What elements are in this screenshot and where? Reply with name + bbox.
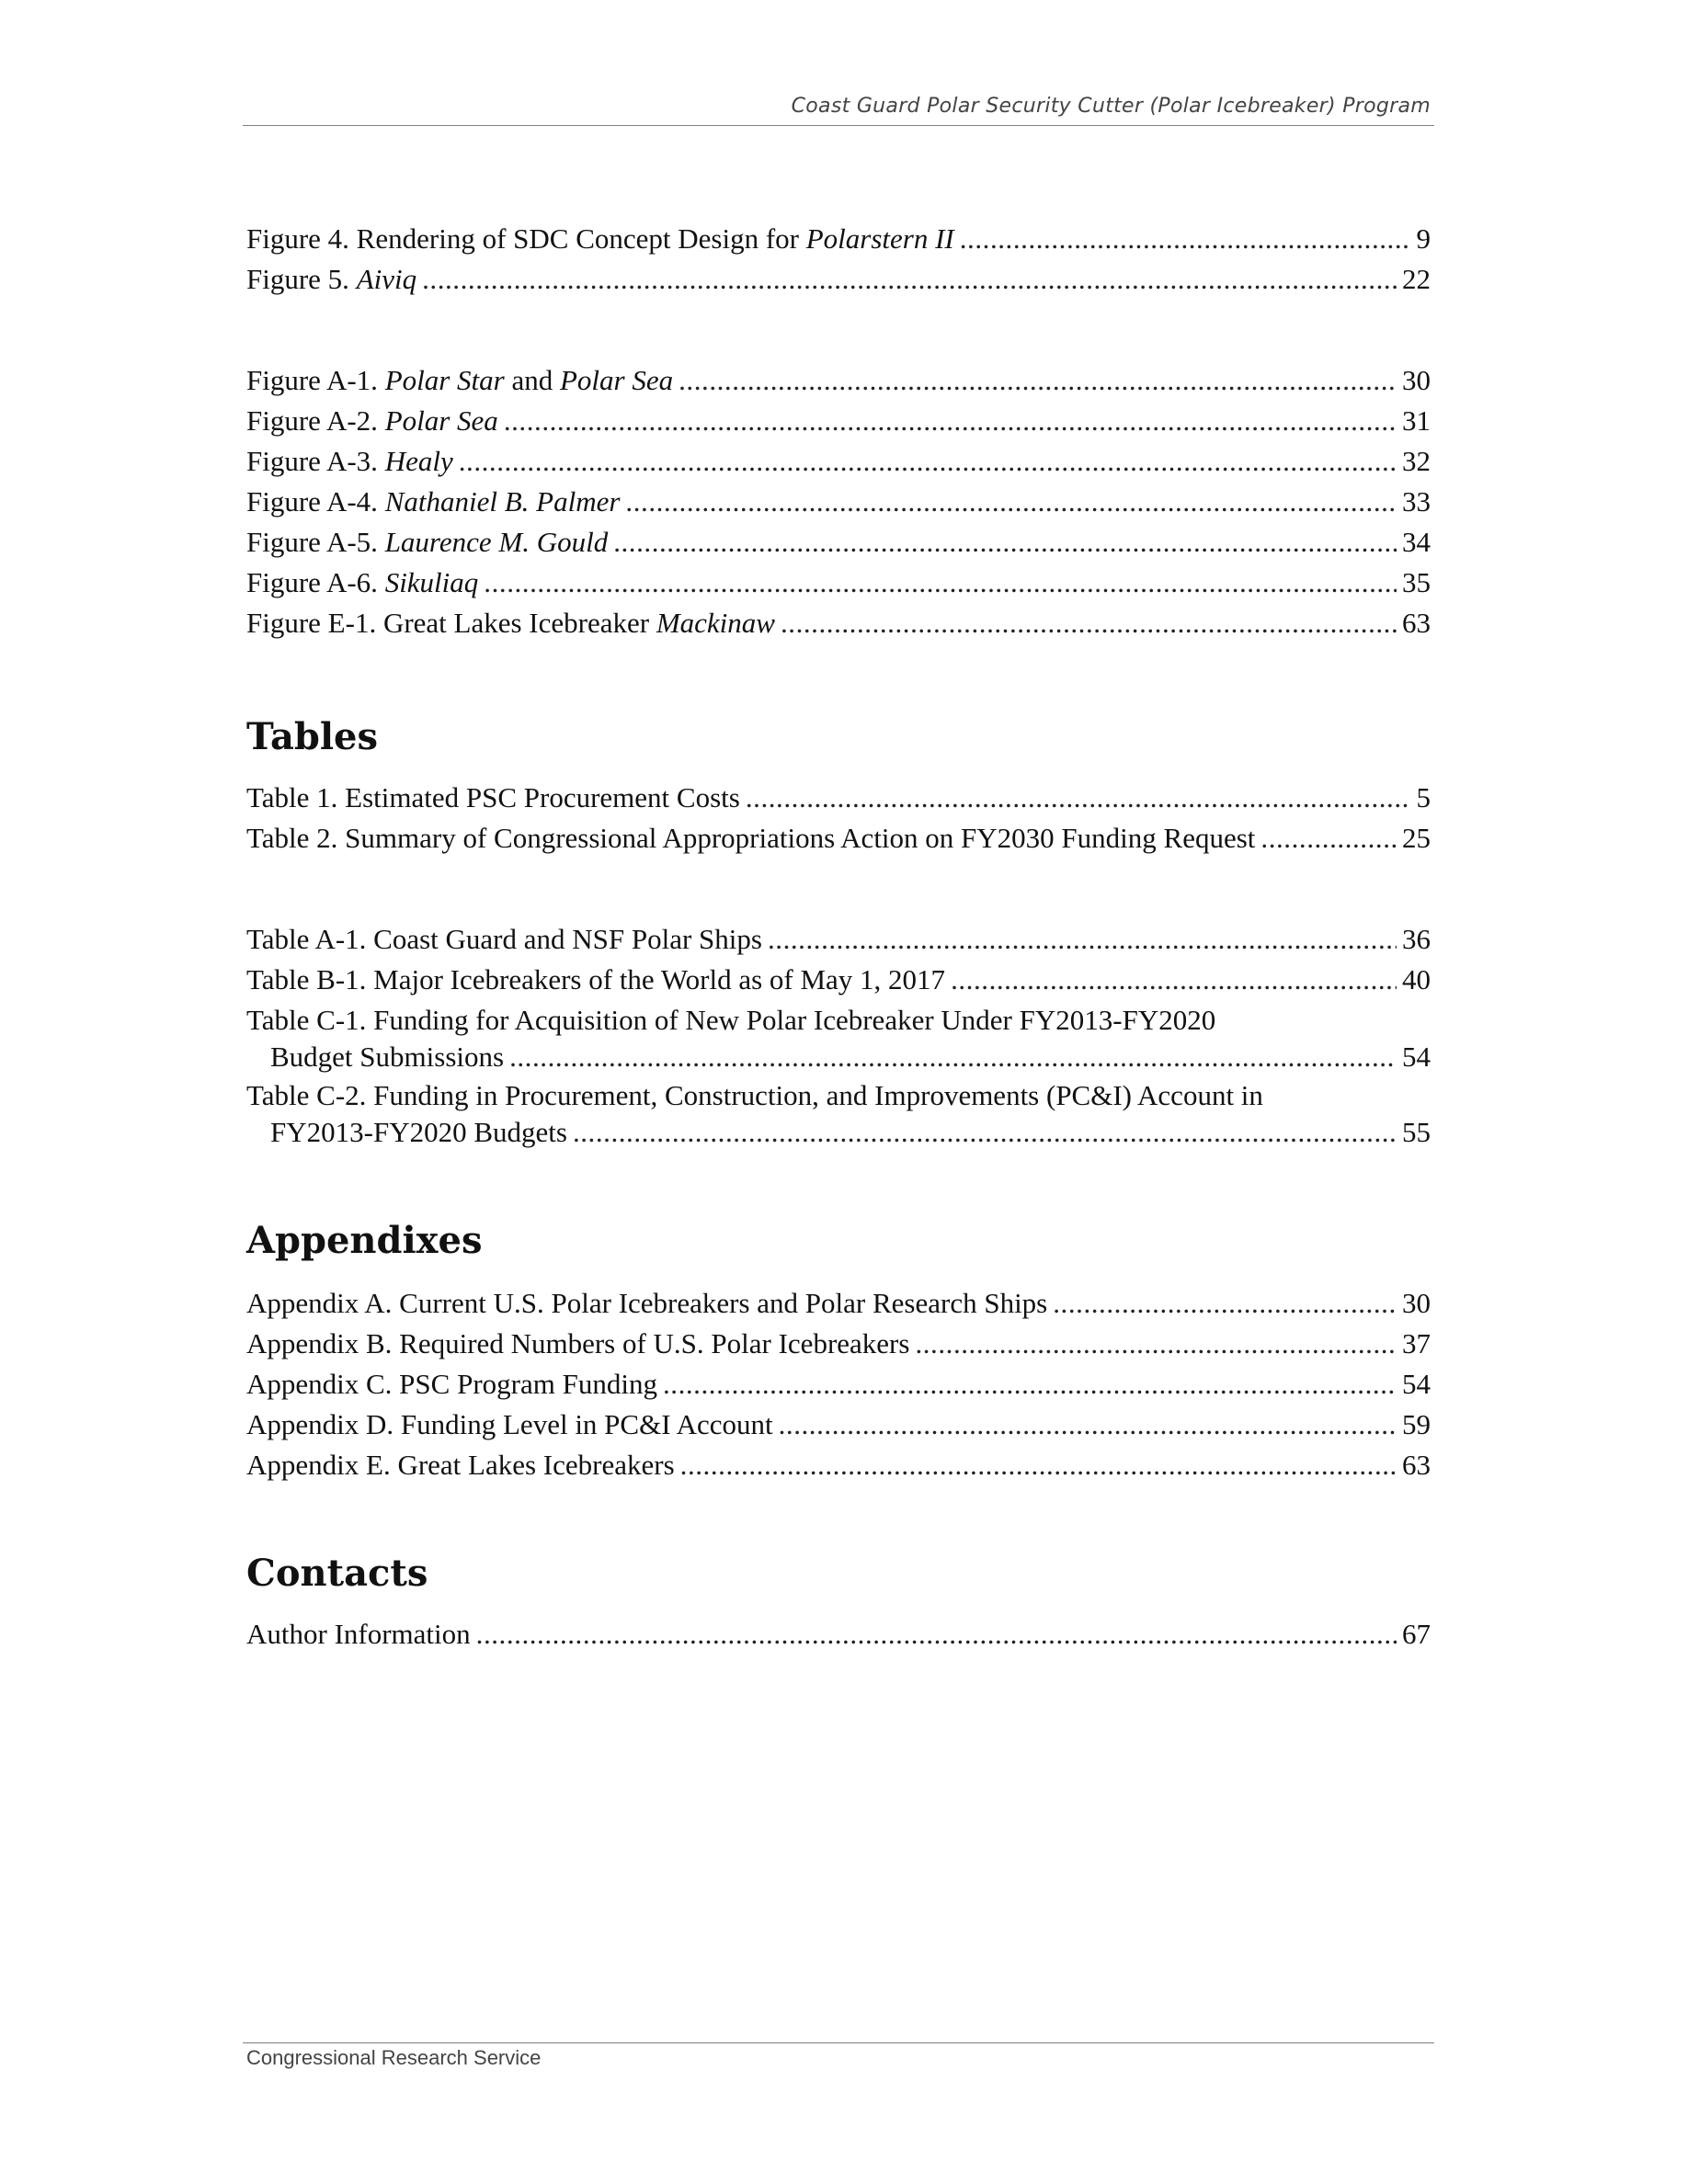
dot-leader [915,1325,1397,1362]
toc-entry-text: Table B-1. Major Icebreakers of the World as of May 1, 2017 [246,963,946,995]
toc-entry-text: Figure A-5. [246,526,385,558]
toc-entry-figure-a5[interactable] [246,524,1431,561]
dot-leader [484,564,1397,601]
running-footer: Congressional Research Service [246,2046,542,2069]
dot-leader [680,1447,1397,1484]
dot-leader [1260,820,1397,857]
dot-leader [625,483,1397,520]
dot-leader [573,1114,1397,1151]
toc-page-number: 54 [1402,1041,1431,1073]
toc-entry-figure-e1[interactable] [246,605,1431,642]
toc-entry-appendix-d[interactable] [246,1406,1431,1443]
toc-entry-italic: Polar Sea [384,404,498,437]
toc-page-number: 31 [1402,404,1431,437]
toc-page-number: 59 [1402,1408,1431,1440]
toc-entry-text: Table A-1. Coast Guard and NSF Polar Ships [246,923,762,955]
toc-entry-italic: Polarstern II [805,222,954,255]
toc-page-number: 32 [1402,445,1431,477]
header-rule [243,125,1434,126]
toc-page-number: 30 [1402,364,1431,396]
toc-page-number: 34 [1402,526,1431,558]
footer-rule [243,2042,1434,2043]
toc-page-number: 35 [1402,566,1431,598]
toc-entry-text: Figure 5. [246,263,357,295]
dot-leader [504,403,1397,439]
toc-entry-text: FY2013-FY2020 Budgets [270,1116,567,1148]
running-header: Coast Guard Polar Security Cutter (Polar Icebreaker) Program [791,95,1431,118]
toc-page-number: 5 [1416,781,1431,813]
toc-entry-figure-a1[interactable] [246,362,1431,399]
toc-entry-italic: Polar Sea [560,364,674,396]
toc-entry-figure-a6[interactable] [246,564,1431,601]
toc-entry-text: Table C-1. Funding for Acquisition of New Polar Icebreaker Under FY2013-FY2020 [246,1004,1216,1036]
toc-entry-table-b1[interactable] [246,961,1431,998]
toc-entry-table-c1[interactable] [246,1002,1431,1075]
toc-page-number: 37 [1402,1327,1431,1359]
toc-entry-text: Figure E-1. Great Lakes Icebreaker [246,607,656,639]
toc-entry-text: Figure A-6. [246,566,385,598]
dot-leader [422,261,1397,298]
toc-page-number: 25 [1402,822,1431,854]
dot-leader [476,1616,1397,1653]
toc-page-number: 40 [1402,963,1431,995]
toc-entry-text: Budget Submissions [270,1041,505,1073]
dot-leader [663,1366,1397,1403]
toc-entry-italic: Laurence M. Gould [384,526,609,558]
toc-entry-text: and [504,364,560,396]
section-heading-tables: Tables [246,715,378,758]
toc-entry-italic: Polar Star [384,364,505,396]
toc-page-number: 55 [1402,1116,1431,1148]
toc-entry-text: Figure 4. Rendering of SDC Concept Design for [246,222,806,255]
toc-entry-italic: Sikuliaq [384,566,479,598]
dot-leader [1053,1285,1397,1322]
dot-leader [960,221,1411,257]
toc-entry-text: Appendix B. Required Numbers of U.S. Polar Icebreakers [246,1327,910,1359]
toc-page-number: 33 [1402,485,1431,518]
toc-page-number: 67 [1402,1618,1431,1650]
section-heading-contacts: Contacts [246,1552,428,1595]
toc-entry-italic: Aiviq [356,263,417,295]
toc-entry-text: Appendix D. Funding Level in PC&I Account [246,1408,773,1440]
toc-entry-italic: Healy [384,445,453,477]
toc-entry-figure-a3[interactable] [246,443,1431,480]
dot-leader [768,921,1397,958]
dot-leader [951,961,1397,998]
dot-leader [613,524,1397,561]
toc-entry-text: Table 2. Summary of Congressional Appropriations Action on FY2030 Funding Request [246,822,1256,854]
toc-entry-text: Figure A-4. [246,485,385,518]
toc-entry-italic: Nathaniel B. Palmer [384,485,621,518]
toc-entry-appendix-e[interactable] [246,1447,1431,1484]
dot-leader [509,1039,1397,1075]
toc-entry-figure-5[interactable] [246,261,1431,298]
toc-page-number: 9 [1416,222,1431,255]
toc-entry-figure-a4[interactable] [246,483,1431,520]
dot-leader [781,605,1397,642]
toc-entry-appendix-a[interactable] [246,1285,1431,1322]
toc-entry-text: Table 1. Estimated PSC Procurement Costs [246,781,740,813]
toc-entry-table-a1[interactable] [246,921,1431,958]
toc-page-number: 54 [1402,1368,1431,1400]
section-heading-appendixes: Appendixes [246,1219,483,1262]
dot-leader [679,362,1397,399]
toc-entry-table-1[interactable] [246,779,1431,816]
toc-page-number: 36 [1402,923,1431,955]
toc-entry-table-2[interactable] [246,820,1431,857]
toc-entry-italic: Mackinaw [656,607,775,639]
toc-page-number: 63 [1402,607,1431,639]
toc-entry-text: Appendix E. Great Lakes Icebreakers [246,1449,675,1481]
toc-entry-text: Appendix A. Current U.S. Polar Icebreakers and Polar Research Ships [246,1287,1048,1319]
dot-leader [746,779,1411,816]
toc-entry-text: Appendix C. PSC Program Funding [246,1368,657,1400]
toc-entry-figure-4[interactable] [246,221,1431,257]
toc-entry-author-information[interactable] [246,1616,1431,1653]
toc-entry-text: Author Information [246,1618,471,1650]
toc-entry-text: Figure A-3. [246,445,385,477]
toc-page-number: 30 [1402,1287,1431,1319]
toc-entry-text: Figure A-2. [246,404,385,437]
toc-page-number: 22 [1402,263,1431,295]
toc-entry-table-c2[interactable] [246,1077,1431,1151]
toc-page-number: 63 [1402,1449,1431,1481]
toc-entry-text: Table C-2. Funding in Procurement, Construction, and Improvements (PC&I) Account in [246,1079,1263,1111]
toc-entry-appendix-c[interactable] [246,1366,1431,1403]
toc-entry-figure-a2[interactable] [246,403,1431,439]
toc-entry-text: Figure A-1. [246,364,385,396]
toc-entry-appendix-b[interactable] [246,1325,1431,1362]
dot-leader [459,443,1397,480]
dot-leader [779,1406,1397,1443]
